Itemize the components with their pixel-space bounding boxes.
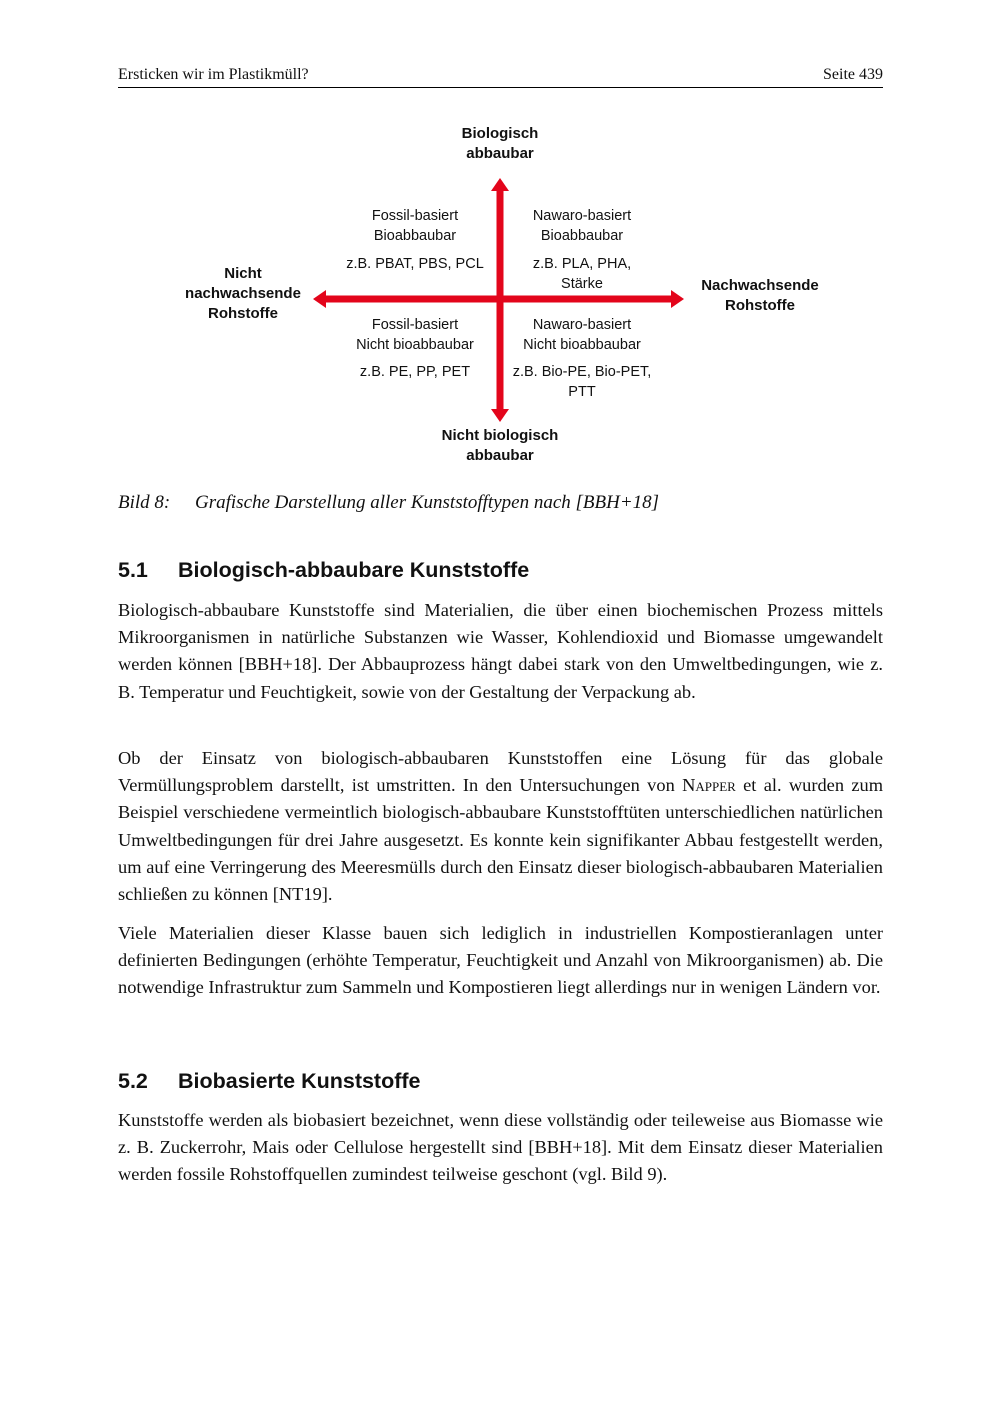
paragraph-5-1-2-part1: Ob der Einsatz von biologisch-abbaubaren Kunststoffen eine Lösung für das globale Vermüllungsproblem darstellt, ist umstritten. In den Untersuchungen von [118,748,883,796]
axis-label-right [690,276,830,316]
axis-label-bottom-line1: Nicht biologisch [441,427,559,444]
axis-label-left-line1: Nicht [224,265,262,282]
quadrant-top-right-title [502,206,662,246]
paragraph-5-1-2 [118,745,883,908]
axis-label-left-line2: nachwachsende [185,285,301,302]
quadrant-bottom-left-title-line1: Fossil-basiert [371,317,459,333]
quadrant-bottom-right-examples-line1: z.B. Bio-PE, Bio-PET, [512,364,652,380]
quadrant-bottom-right-examples [492,362,672,402]
figure-caption [118,490,883,516]
quadrant-bottom-right-title-line1: Nawaro-basiert [532,317,632,333]
quadrant-top-left-title-line2: Bioabbaubar [373,228,457,244]
axis-label-right-line1: Nachwachsende [701,277,819,294]
section-heading-5-1 [118,556,529,584]
arrowhead-up [491,178,509,191]
quadrant-bottom-right-title [502,315,662,355]
paragraph-5-1-1: Biologisch-abbaubare Kunststoffe sind Materialien, die über einen biochemischen Prozess mittels Mikroorganismen in natürliche Substanzen wie Wasser, Kohlendioxid und Biomasse umgewandelt werden können [BBH+18]. Der Abbauprozess hängt dabei stark von den Umweltbedingungen, wie z. B. Temperatur und Feuchtigkeit, sowie von der Gestaltung der Verpackung ab. [118,600,883,702]
quadrant-bottom-right-title-line2: Nicht bioabbaubar [523,337,641,353]
running-header-title: Ersticken wir im Plastikmüll? [118,66,309,83]
quadrant-bottom-left-title-line2: Nicht bioabbaubar [356,337,474,353]
section-title-5-1: Biologisch-abbaubare Kunststoffe [178,558,530,582]
page-number: Seite 439 [823,66,883,83]
arrowhead-down [491,409,509,422]
axis-label-bottom [425,426,575,466]
arrowhead-right [671,290,684,308]
paragraph-5-1-3: Viele Materialien dieser Klasse bauen sich lediglich in industriellen Kompostieranlagen unter definierten Bedingungen (erhöhte Temperatur, Feuchtigkeit und Anzahl von Mikroorganismen) ab. Die notwendige Infrastruktur zum Sammeln und Kompostieren liegt allerdings nur in wenigen Ländern vor. [118,923,883,998]
figure-caption-number: Bild 8: [118,492,171,513]
axis-label-top [440,124,560,164]
axis-label-left-line3: Rohstoffe [208,305,278,322]
section-title-5-2: Biobasierte Kunststoffe [178,1069,421,1093]
author-name-napper: Napper [682,775,736,796]
axis-label-right-line2: Rohstoffe [725,297,795,314]
axis-label-top-line2: abbaubar [466,145,534,162]
section-heading-5-2 [118,1067,421,1095]
quadrant-top-right-title-line2: Bioabbaubar [540,228,624,244]
quadrant-bottom-left-title [330,315,500,355]
quadrant-top-left-examples: z.B. PBAT, PBS, PCL [346,256,484,272]
axis-label-left [178,264,308,324]
quadrant-top-left-title [335,206,495,246]
quadrant-top-right-title-line1: Nawaro-basiert [532,208,632,224]
section-number-5-1: 5.1 [118,558,148,582]
paragraph-5-2-1: Kunststoffe werden als biobasiert bezeichnet, wenn diese vollständig oder teileweise aus Biomasse wie z. B. Zuckerrohr, Mais oder Cellulose hergestellt sind [BBH+18]. Mit dem Einsatz dieser Materialien werden fossile Rohstoffquellen zumindest teilweise geschont (vgl. Bild 9). [118,1110,883,1185]
arrowhead-left [313,290,326,308]
figure-caption-text: Grafische Darstellung aller Kunststofftypen nach [BBH+18] [195,492,660,513]
quadrant-bottom-left-examples: z.B. PE, PP, PET [359,364,471,380]
axis-label-top-line1: Biologisch [461,125,539,142]
quadrant-top-left-title-line1: Fossil-basiert [371,208,459,224]
paragraph-5-1-2-part2: et al. wurden zum Beispiel verschiedene vermeintlich biologisch-abbaubare Kunststofftüten unterschiedlichen natürlichen Umweltbedingungen für drei Jahre ausgesetzt. Es konnte kein signifikanter Abbau festgestellt werden, um auf eine Verringerung des Meeresmülls durch den Einsatz dieser biologisch-abbaubaren Materialien schließen zu können [NT19]. [118,775,883,905]
section-number-5-2: 5.2 [118,1069,148,1093]
running-header [118,64,883,88]
quadrant-top-right-examples-line1: z.B. PLA, PHA, [532,256,632,272]
quadrant-top-right-examples-line2: Stärke [561,276,603,292]
quadrant-top-right-examples [502,254,662,294]
axis-label-bottom-line2: abbaubar [466,447,534,464]
quadrant-bottom-right-examples-line2: PTT [568,384,596,400]
figure-plastic-types-diagram [170,118,830,473]
